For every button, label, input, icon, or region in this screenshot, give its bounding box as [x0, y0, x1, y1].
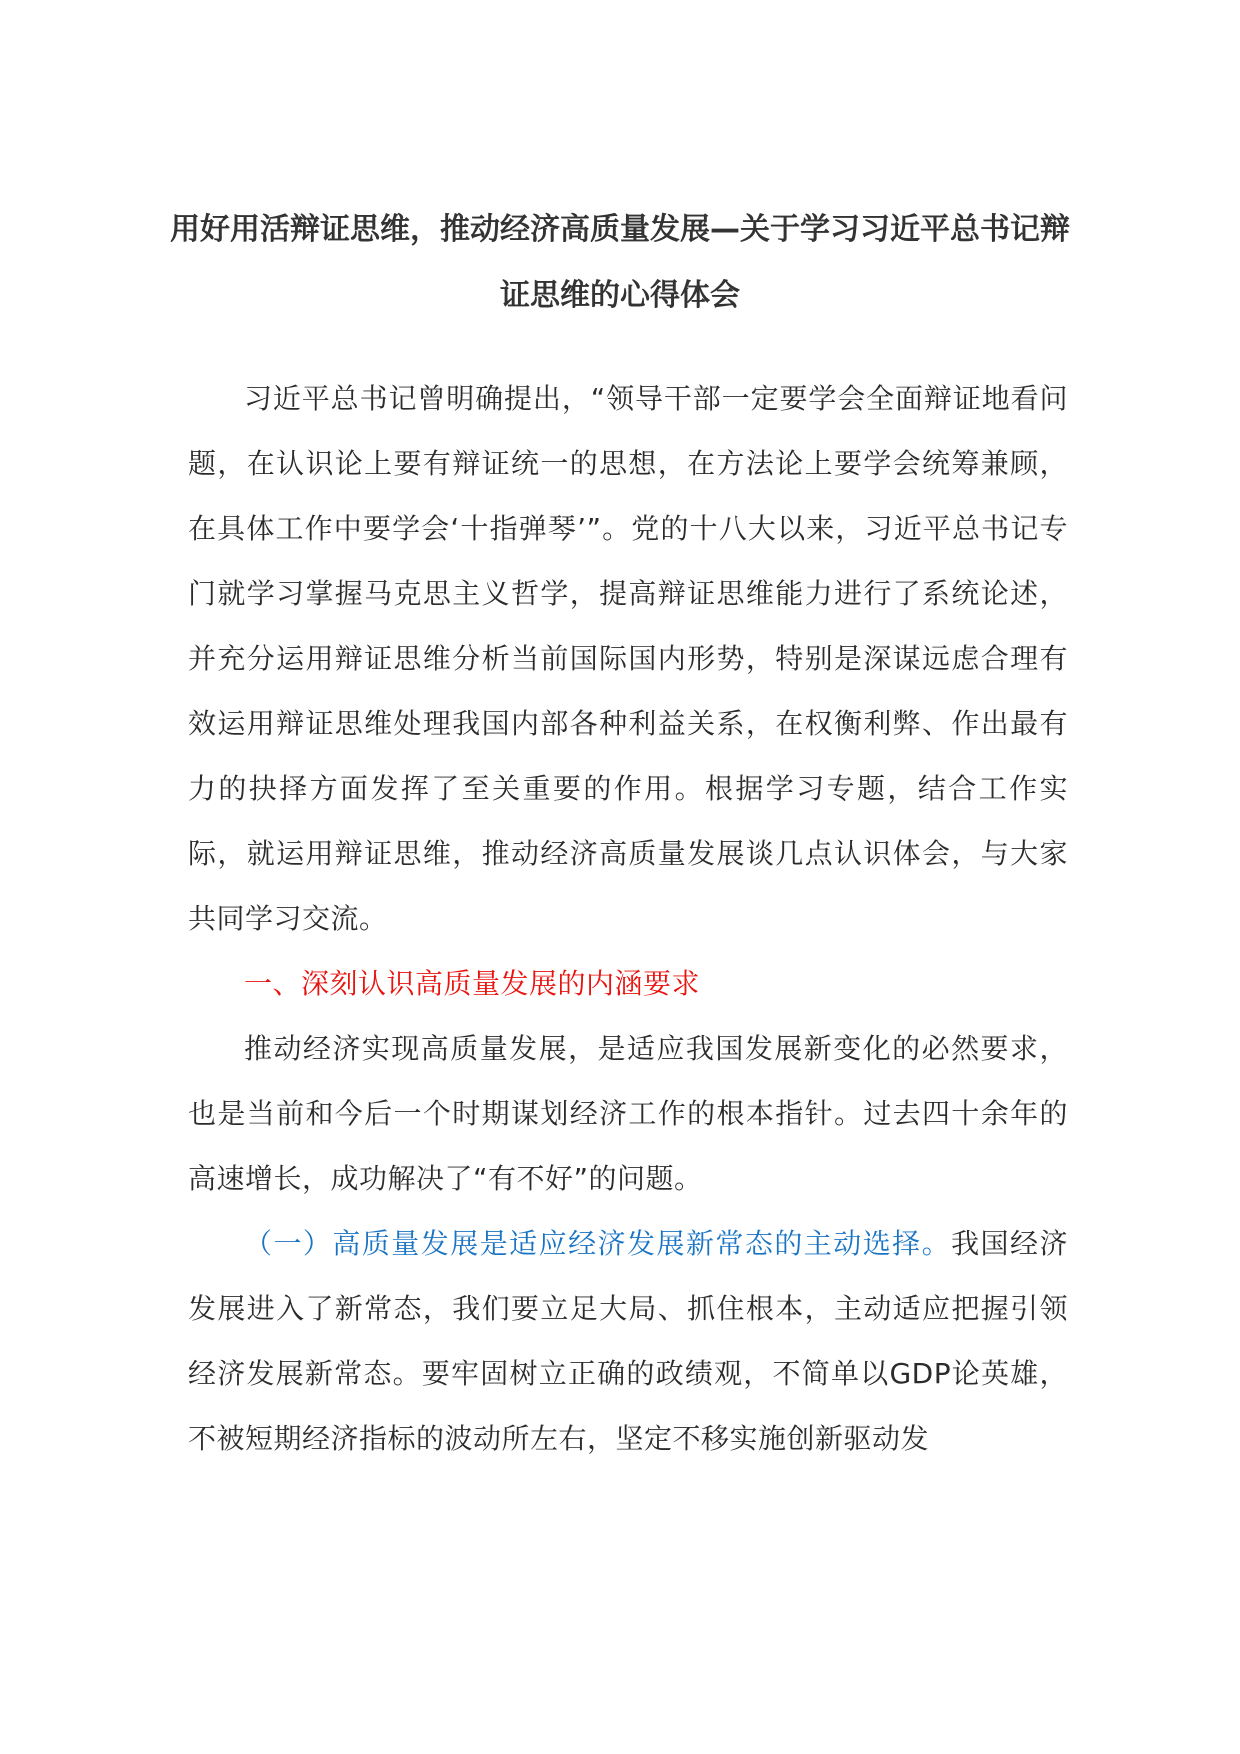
document-body: [188, 366, 1068, 1471]
subsection-body-text: 我国经济发展进入了新常态，我们要立足大局、抓住根本，主动适应把握引领经济发展新常态。要牢固树立正确的政绩观，不简单以GDP论英雄，不被短期经济指标的波动所左右，坚定不移实施创新驱动发: [188, 1227, 1068, 1455]
subsection-heading-1: （一）高质量发展是适应经济发展新常态的主动选择。: [244, 1227, 952, 1260]
intro-paragraph: 习近平总书记曾明确提出，“领导干部一定要学会全面辩证地看问题，在认识论上要有辩证统一的思想，在方法论上要学会统筹兼顾，在具体工作中要学会‘十指弹琴’”。党的十八大以来，习近平总书记专门就学习掌握马克思主义哲学，提高辩证思维能力进行了系统论述，并充分运用辩证思维分析当前国际国内形势，特别是深谋远虑合理有效运用辩证思维处理我国内部各种利益关系，在权衡利弊、作出最有力的抉择方面发挥了至关重要的作用。根据学习专题，结合工作实际，就运用辩证思维，推动经济高质量发展谈几点认识体会，与大家共同学习交流。: [188, 382, 1068, 935]
document-title: 用好用活辩证思维，推动经济高质量发展—关于学习习近平总书记辩证思维的心得体会: [170, 212, 1070, 313]
subsection-paragraph: [188, 1211, 1068, 1471]
section-1-paragraph: 推动经济实现高质量发展，是适应我国发展新变化的必然要求，也是当前和今后一个时期谋划经济工作的根本指针。过去四十余年的高速增长，成功解决了“有不好”的问题。: [188, 1032, 1068, 1195]
section-heading-1: 一、深刻认识高质量发展的内涵要求: [244, 967, 701, 1000]
